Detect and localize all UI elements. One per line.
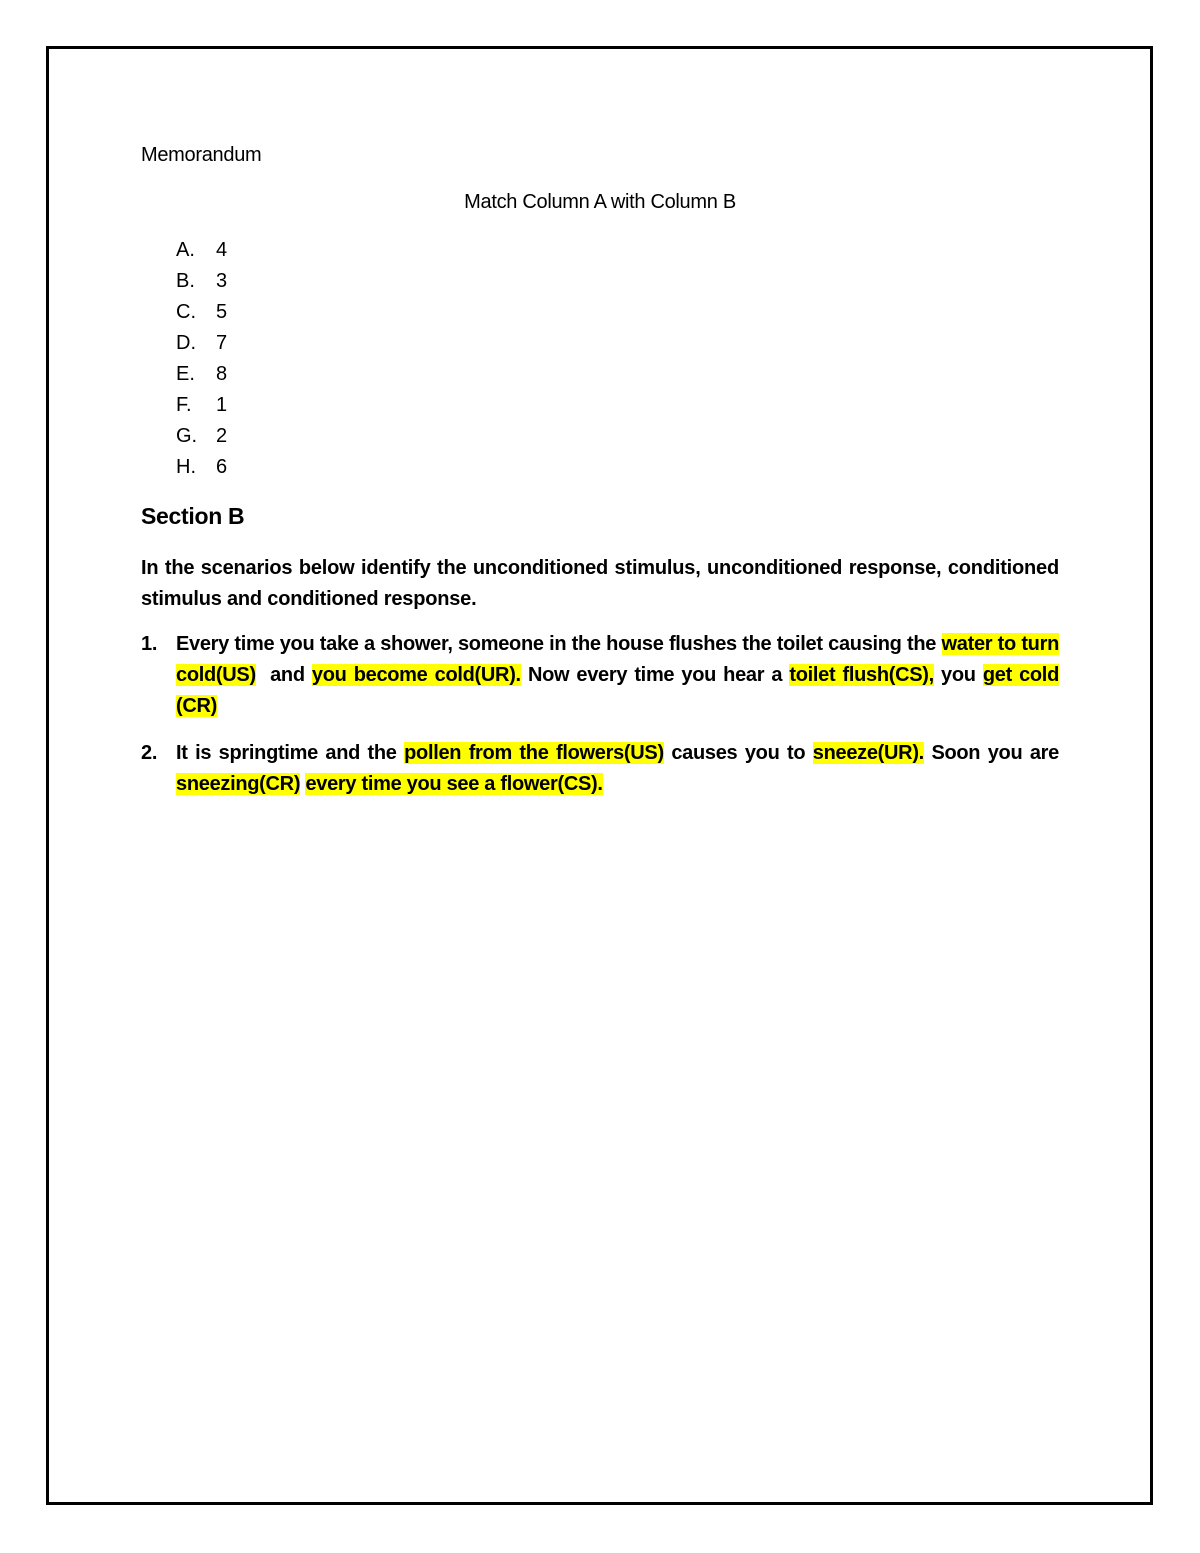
highlighted-answer: you become cold(UR). bbox=[311, 664, 521, 686]
answer-letter: H. bbox=[176, 456, 196, 478]
highlighted-answer: water to turn cold(US) bbox=[176, 633, 1059, 686]
scenario-segment: It is springtime and the bbox=[176, 742, 405, 764]
answer-letter: A. bbox=[176, 239, 195, 261]
scenario-number: 1. bbox=[141, 633, 158, 655]
answer-letter: B. bbox=[176, 270, 195, 292]
answer-item bbox=[176, 392, 227, 423]
answer-value: 5 bbox=[216, 301, 228, 323]
answer-list bbox=[176, 237, 227, 485]
scenario-segment: you bbox=[933, 664, 983, 686]
answer-letter: D. bbox=[176, 332, 196, 354]
section-instructions: In the scenarios below identify the unconditioned stimulus, unconditioned response, conditioned stimulus and conditioned response. bbox=[141, 557, 1059, 610]
answer-value: 3 bbox=[216, 270, 228, 292]
scenario-segment: and bbox=[255, 664, 312, 686]
answer-item bbox=[176, 454, 227, 485]
highlighted-answer: sneeze(UR). bbox=[812, 742, 924, 764]
answer-item bbox=[176, 423, 227, 454]
answer-value: 8 bbox=[216, 363, 228, 385]
highlighted-answer: sneezing(CR) bbox=[176, 773, 301, 795]
highlighted-answer: every time you see a flower(CS). bbox=[305, 773, 603, 795]
highlighted-answer: get cold (CR) bbox=[176, 664, 1059, 717]
scenario-text bbox=[176, 629, 1059, 722]
highlighted-answer: toilet flush(CS), bbox=[789, 664, 934, 686]
match-columns-heading: Match Column A with Column B bbox=[464, 191, 736, 213]
answer-value: 1 bbox=[216, 394, 228, 416]
answer-value: 7 bbox=[216, 332, 228, 354]
answer-item bbox=[176, 361, 227, 392]
answer-letter: F. bbox=[176, 394, 192, 416]
answer-value: 2 bbox=[216, 425, 228, 447]
scenario-item bbox=[141, 629, 1059, 722]
section-b-title: Section B bbox=[141, 503, 245, 529]
answer-letter: C. bbox=[176, 301, 196, 323]
scenario-segment: causes you to bbox=[663, 742, 813, 764]
answer-value: 4 bbox=[216, 239, 228, 261]
scenario-segment: Every time you take a shower, someone in the house flushes the toilet causing the bbox=[176, 633, 942, 655]
answer-item bbox=[176, 299, 227, 330]
answer-letter: E. bbox=[176, 363, 195, 385]
scenario-segment: Soon you are bbox=[923, 742, 1059, 764]
scenario-segment: Now every time you hear a bbox=[520, 664, 790, 686]
highlighted-answer: pollen from the flowers(US) bbox=[404, 742, 664, 764]
answer-item bbox=[176, 237, 227, 268]
scenario-item bbox=[141, 738, 1059, 800]
answer-letter: G. bbox=[176, 425, 198, 447]
memorandum-heading: Memorandum bbox=[141, 144, 262, 166]
scenario-list bbox=[141, 629, 1059, 816]
scenario-number: 2. bbox=[141, 742, 158, 764]
answer-item bbox=[176, 330, 227, 361]
answer-value: 6 bbox=[216, 456, 228, 478]
scenario-text bbox=[176, 738, 1059, 800]
answer-item bbox=[176, 268, 227, 299]
